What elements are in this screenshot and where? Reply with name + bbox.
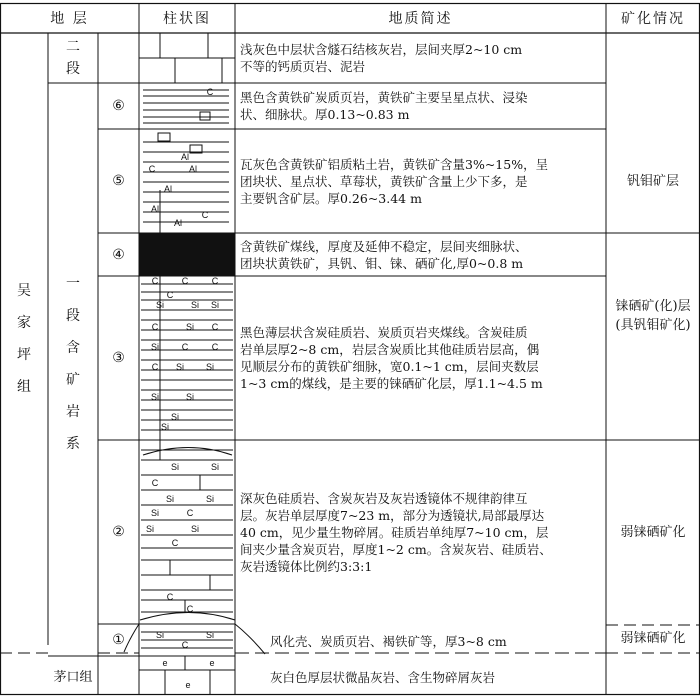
- lith-l6-pyrite-box: [200, 112, 210, 120]
- layer5-description: 瓦灰色含黄铁矿铝质粘土岩，黄铁矿含量3%~15%，呈 团块状、星点状、草莓状，黄铁矿含量上少下多，是 主要钒含矿层。厚0.26~3.44 m: [240, 156, 549, 206]
- lith-maokou-symbol-2: e: [185, 680, 191, 690]
- lith-maokou-symbol-0: e: [162, 658, 168, 668]
- lith-l3-symbol-8: Si: [185, 322, 195, 332]
- member2-name: 二 段: [66, 39, 80, 77]
- layer-number-4: ④: [112, 246, 125, 263]
- lith-l3-symbol-4: Si: [155, 300, 165, 310]
- lith-l3-symbol-9: C: [211, 322, 219, 332]
- lith-l3-symbol-0: C: [151, 276, 159, 286]
- lith-l2-symbol-2: C: [151, 478, 159, 488]
- lith-l3-symbol-12: C: [211, 342, 219, 352]
- lith-l2-symbol-3: Si: [165, 494, 175, 504]
- lith-l3-symbol-11: C: [181, 342, 189, 352]
- lith-l2-lens-top: [143, 448, 232, 456]
- header-mineralization: 矿化情况: [621, 11, 685, 27]
- lith-l5-symbol-3: Al: [163, 184, 173, 194]
- unconformity-curve-right: [235, 624, 265, 654]
- lith-l5-symbol-5: Al: [173, 218, 183, 228]
- layer-number-3: ③: [112, 350, 125, 366]
- lith-l2-symbol-4: Si: [205, 494, 215, 504]
- layer2-description: 深灰色硅质岩、含炭灰岩及灰岩透镜体不规律韵律互 层。灰岩单层厚度7~23 m，部分为透镜状,局部最厚达 40 cm，见少量生物碎屑。硅质岩单纯厚7~10 cm，层 间夹少量含炭页岩，厚度1~2 cm。含炭灰岩、硅质岩、 灰岩透镜体比例约3:3:1: [240, 490, 552, 574]
- lith-l1-symbol-c: C: [181, 640, 189, 650]
- member2-description: 浅灰色中层状含燧石结核灰岩，层间夹厚2~10 cm 不等的钙质页岩、泥岩: [240, 42, 523, 74]
- lith-l5-symbol-4: Al: [150, 204, 160, 214]
- layer-number-5: ⑤: [112, 173, 125, 189]
- header-column: 柱状图: [163, 11, 211, 27]
- formation-name: 吴 家 坪 组: [17, 283, 31, 395]
- lith-l3-symbol-13: C: [151, 362, 159, 372]
- maokou-formation-name: 茅口组: [53, 669, 93, 685]
- lith-l2-symbol-6: C: [186, 508, 194, 518]
- lith-l1-symbol-si-a: Si: [155, 630, 165, 640]
- lith-l2-symbol-7: Si: [145, 524, 155, 534]
- lith-l5-symbol-6: C: [201, 210, 209, 220]
- lith-l5-symbol-2: Al: [188, 164, 198, 174]
- lith-l1-symbol-si-b: Si: [205, 630, 215, 640]
- lith-l3-symbol-18: Si: [170, 412, 180, 422]
- lith-l3-symbol-2: C: [211, 276, 219, 286]
- lith-l2-symbol-10: C: [166, 592, 174, 602]
- layer3-description: 黑色薄层状含炭硅质岩、炭质页岩夹煤线。含炭硅质 岩单层厚2~8 cm，岩层含炭质比其他硅质岩层高，偶 见顺层分布的黄铁矿细脉，宽0.1~1 cm，层间夹数层 1~3 cm的煤线，是主要的铼硒矿化层，厚1.1~4.5 m: [240, 325, 543, 391]
- layer4-description: 含黄铁矿煤线，厚度及延伸不稳定，层间夹细脉状、 团块状黄铁矿，具钒、钼、铼、硒矿化,厚0~0.8 m: [240, 238, 528, 271]
- lith-l4-coal-seam: [139, 233, 235, 276]
- lith-maokou-symbol-1: e: [209, 658, 215, 668]
- lith-l2-symbol-8: Si: [190, 524, 200, 534]
- lith-l3-symbol-16: Si: [150, 392, 160, 402]
- mineralization-layer5: 钒钼矿层: [626, 173, 679, 189]
- lith-l3-symbol-5: Si: [190, 300, 200, 310]
- lith-l2-symbol-5: Si: [150, 508, 160, 518]
- lith-l2-symbol-11: C: [186, 604, 194, 614]
- lith-l3-symbol-10: Si: [150, 342, 160, 352]
- member1-name: 一 段 含 矿 岩 系: [66, 276, 80, 452]
- mineralization-layer2: 弱铼硒矿化: [620, 524, 686, 540]
- header-description: 地质简述: [388, 11, 453, 27]
- lith-l6-symbol-c: C: [206, 87, 214, 97]
- layer6-description: 黑色含黄铁矿炭质页岩，黄铁矿主要呈星点状、浸染 状、细脉状。厚0.13~0.83 m: [240, 90, 528, 122]
- layer-number-1: ①: [112, 632, 125, 648]
- mineralization-layer1: 弱铼硒矿化: [620, 630, 686, 646]
- lith-l3-symbol-19: Si: [160, 422, 170, 432]
- layer-number-6: ⑥: [112, 98, 125, 114]
- mineralization-layer3-4: 铼硒矿(化)层 (具钒钼矿化): [615, 299, 691, 333]
- lith-l5-symbol-0: Al: [180, 152, 190, 162]
- layer-number-2: ②: [112, 524, 125, 540]
- lith-l2-symbol-0: Si: [170, 462, 180, 472]
- layer1-description: 风化壳、炭质页岩、褐铁矿等，厚3~8 cm: [270, 633, 507, 649]
- lith-l3-symbol-17: Si: [185, 392, 195, 402]
- lith-l2-symbol-9: C: [171, 538, 179, 548]
- lith-l3-symbol-3: C: [166, 290, 174, 300]
- lith-l3-symbol-6: Si: [210, 300, 220, 310]
- lith-l5-pyrite-box-a: [158, 133, 170, 141]
- lith-l2-symbol-1: Si: [210, 462, 220, 472]
- header-strata: 地 层: [50, 11, 89, 27]
- lith-l3-symbol-1: C: [181, 276, 189, 286]
- lith-l3-symbol-14: Si: [175, 362, 185, 372]
- lith-l3-symbol-15: Si: [205, 362, 215, 372]
- lith-l5-symbol-1: C: [148, 164, 156, 174]
- lith-l3-symbol-7: C: [151, 322, 159, 332]
- maokou-description: 灰白色厚层状微晶灰岩、含生物碎屑灰岩: [270, 669, 496, 685]
